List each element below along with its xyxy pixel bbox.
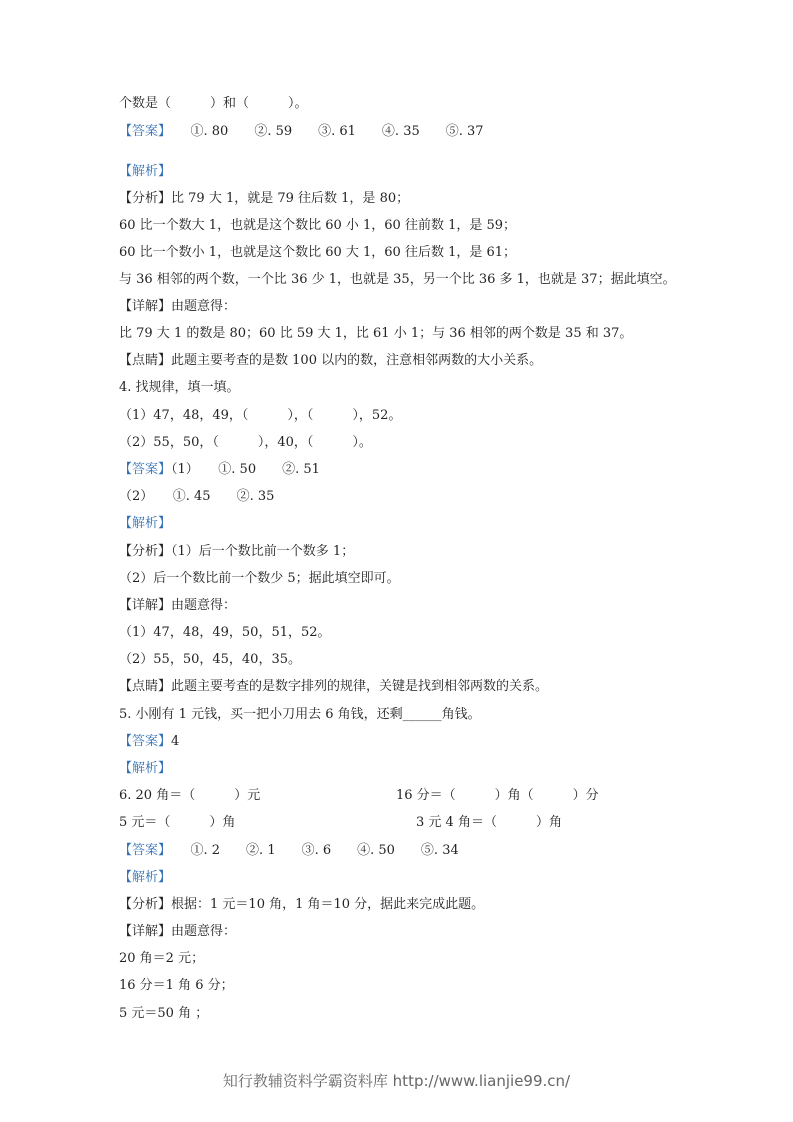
line-text: 6. 20 角＝（ ）元 (119, 788, 261, 803)
section-label: 【分析】 (119, 544, 172, 559)
doc-line (119, 434, 372, 452)
section-label: 【详解】 (119, 299, 172, 314)
section-label: 【分析】 (119, 897, 172, 912)
line-text: 由题意得： (171, 924, 237, 939)
doc-line (119, 298, 236, 316)
line-text: 此题主要考查的是数 100 以内的数，注意相邻两数的大小关系。 (171, 353, 543, 368)
line-text: ①. 2 ②. 1 ③. 6 ④. 50 ⑤. 34 (164, 843, 459, 858)
section-label: 【分析】 (119, 191, 172, 206)
line-text: 个数是（ ）和（ ）。 (119, 96, 308, 111)
doc-line (119, 896, 484, 914)
line-text: （1）后一个数比前一个数多 1； (171, 544, 355, 559)
section-label: 【点睛】 (119, 353, 172, 368)
line-text: （2） ①. 45 ②. 35 (119, 489, 275, 504)
doc-line (119, 407, 401, 425)
line-text: （1） ①. 50 ②. 51 (171, 462, 320, 477)
line-text: 20 角＝2 元； (119, 951, 205, 966)
doc-line (119, 733, 179, 751)
line-text: 此题主要考查的是数字排列的规律，关键是找到相邻两数的关系。 (171, 679, 549, 694)
doc-line (119, 814, 235, 832)
line-text: 根据：1 元＝10 角，1 角＝10 分，据此来完成此题。 (171, 897, 485, 912)
doc-line (119, 163, 171, 181)
section-tag: 【答案】 (119, 843, 165, 858)
doc-line (119, 760, 171, 778)
doc-line (119, 787, 260, 805)
line-text: （1）47，48，49，50，51，52。 (119, 625, 331, 640)
line-text: 由题意得： (171, 598, 237, 613)
doc-line (119, 325, 632, 343)
doc-line (119, 651, 301, 669)
doc-line (119, 95, 308, 113)
section-label: 【点睛】 (119, 679, 172, 694)
line-text: （1）47，48，49，（ ），（ ），52。 (119, 408, 402, 423)
doc-line (119, 923, 236, 941)
line-text: （2）55，50，（ ），40，（ ）。 (119, 435, 372, 450)
line-text: 4. 找规律，填一填。 (119, 380, 240, 395)
doc-line (119, 624, 331, 642)
line-text: 5. 小刚有 1 元钱，买一把小刀用去 6 角钱，还剩______角钱。 (119, 707, 481, 722)
section-tag: 【解析】 (119, 516, 172, 531)
doc-line (119, 842, 459, 860)
section-tag: 【答案】 (119, 462, 172, 477)
doc-line (119, 678, 548, 696)
line-text: 16 分＝1 角 6 分； (119, 978, 234, 993)
section-label: 【详解】 (119, 924, 172, 939)
line-text: （2）后一个数比前一个数少 5；据此填空即可。 (119, 571, 400, 586)
doc-line (119, 190, 409, 208)
doc-line (119, 1005, 208, 1023)
footer-watermark: 知行教辅资料学霸资料库 http://www.lianjie99.cn/ (222, 1072, 571, 1090)
line-text: 60 比一个数大 1，也就是这个数比 60 小 1，60 往前数 1，是 59； (119, 218, 517, 233)
line-text: 60 比一个数小 1，也就是这个数比 60 大 1，60 往后数 1，是 61； (119, 245, 517, 260)
section-tag: 【解析】 (119, 870, 172, 885)
doc-line (119, 244, 516, 262)
line-text: 5 元＝50 角 ； (119, 1006, 209, 1021)
line-text: （2）55，50，45，40，35。 (119, 652, 301, 667)
line-text: 比 79 大 1，就是 79 往后数 1，是 80； (171, 191, 410, 206)
doc-line (119, 570, 400, 588)
q6-right-line-1: 16 分＝（ ）角（ ）分 (396, 788, 599, 803)
doc-line (119, 950, 204, 968)
doc-line (119, 869, 171, 887)
doc-line (119, 271, 676, 289)
line-text: 比 79 大 1 的数是 80；60 比 59 大 1，比 61 小 1；与 36 相邻的两个数是 35 和 37。 (119, 326, 633, 341)
q6-right-line-2: 3 元 4 角＝（ ）角 (416, 815, 562, 830)
section-label: 【详解】 (119, 598, 172, 613)
section-tag: 【答案】 (119, 124, 165, 139)
doc-line (119, 379, 240, 397)
doc-line (119, 597, 236, 615)
line-text: 4 (171, 734, 180, 749)
line-text: 5 元＝（ ）角 (119, 815, 236, 830)
doc-line (119, 515, 171, 533)
doc-line (119, 123, 484, 141)
section-tag: 【解析】 (119, 761, 172, 776)
section-tag: 【答案】 (119, 734, 172, 749)
line-text: 由题意得： (171, 299, 237, 314)
doc-line (119, 461, 320, 479)
doc-line (119, 977, 234, 995)
doc-line (119, 543, 354, 561)
doc-line (119, 706, 481, 724)
line-text: 与 36 相邻的两个数，一个比 36 少 1，也就是 35，另一个比 36 多 1，也就是 37；据此填空。 (119, 272, 676, 287)
doc-line (119, 217, 516, 235)
doc-line (119, 352, 542, 370)
doc-line (119, 488, 274, 506)
section-tag: 【解析】 (119, 164, 172, 179)
line-text: ①. 80 ②. 59 ③. 61 ④. 35 ⑤. 37 (164, 124, 484, 139)
